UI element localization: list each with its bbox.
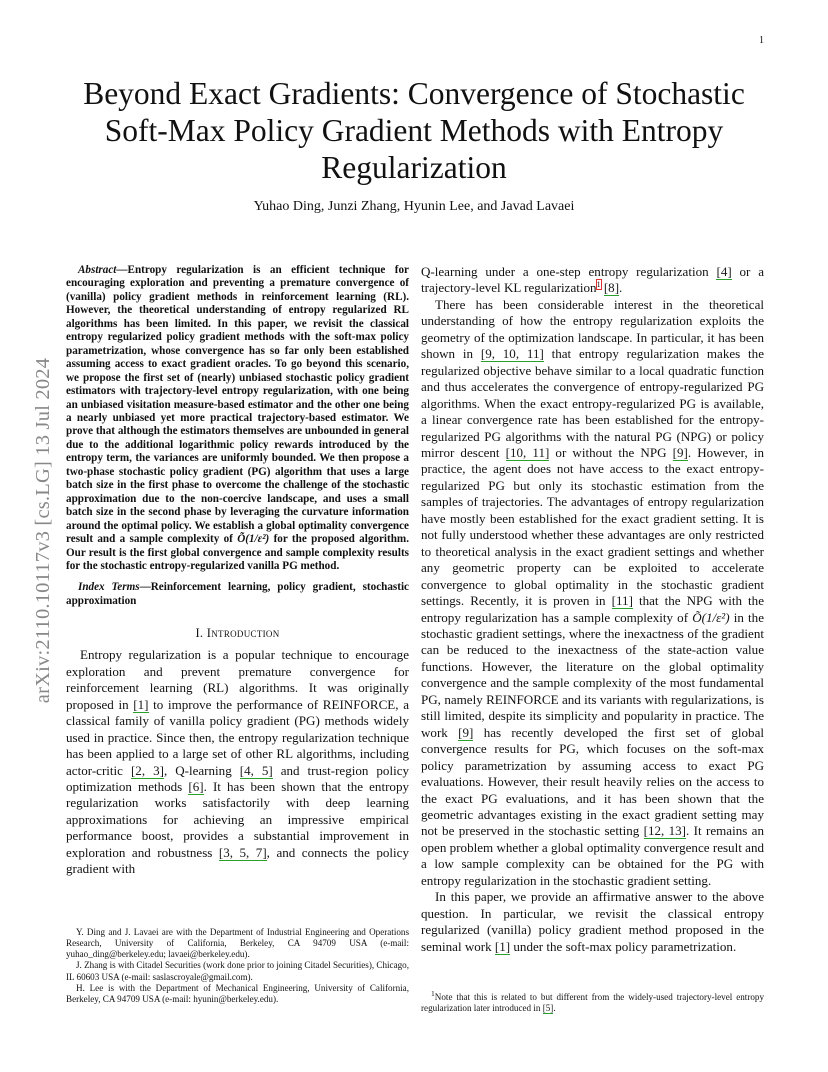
body-paragraph: [66, 647, 409, 877]
footnote: Y. Ding and J. Lavaei are with the Department of Industrial Engineering and Operations Research, University of California, Berkeley, CA 94709 USA (e-mail: yuhao_ding@berkeley.edu; lavaei@berkeley.edu).: [66, 927, 409, 960]
section-heading: I. Introduction: [195, 626, 280, 641]
affiliation-footnotes: [66, 927, 409, 1005]
body-paragraph: [421, 264, 764, 297]
footnote-ref-link[interactable]: 1: [596, 280, 601, 290]
citation-link[interactable]: [3, 5, 7]: [218, 844, 267, 860]
text-run: In this paper, we provide an affirmative answer to the above question. In particular, we revisit the classical entropy regularized (vanilla) policy gradient method proposed in the seminal work: [421, 889, 764, 954]
author-list: Yuhao Ding, Junzi Zhang, Hyunin Lee, and Javad Lavaei: [253, 199, 575, 214]
left-column: [66, 264, 409, 878]
index-terms-text: —Reinforcement learning, policy gradient, stochastic approximation: [66, 581, 409, 607]
text-run: .: [619, 280, 623, 296]
text-run: that the NPG with the entropy regularization has a sample complexity of: [421, 593, 764, 625]
citation-link[interactable]: [8]: [603, 280, 620, 296]
body-paragraph: [421, 889, 764, 955]
citation-link[interactable]: [11]: [611, 593, 633, 609]
citation-link[interactable]: [1]: [133, 696, 149, 712]
citation-link[interactable]: [5]: [542, 1003, 554, 1014]
text-run: Q-learning under a one-step entropy regularization: [421, 264, 717, 279]
body-paragraph: [421, 297, 764, 889]
math-expression: Õ(1/ε²): [692, 609, 730, 625]
title-line: Soft-Max Policy Gradient Methods with Entropy: [104, 113, 724, 148]
citation-link[interactable]: [4, 5]: [239, 762, 273, 778]
text-run: . It remains an open problem whether a global optimality convergence result and a low sample complexity can be obtained for the PG with entropy regularization in the stochastic gradient setting.: [421, 823, 764, 888]
abstract-text: —Entropy regularization is an efficient technique for encouraging exploration and preventing a premature convergence of (vanilla) policy gradient methods in reinforcement learning (RL). However, the theoretical understanding of entropy regularized RL algorithms has been limited. In this paper, we revisit the classical entropy regularized policy gradient methods with the soft-max policy parametrization, whose convergence has so far only been established assuming access to exact gradient oracles. To go beyond this scenario, we propose the first set of (nearly) unbiased stochastic policy gradient estimators with trajectory-level entropy regularization, with one being an unbiased visitation measure-based estimator and the other one being a nearly unbiased yet more practical trajectory-based estimator. We prove that although the estimators themselves are unbounded in general due to the additional logarithmic policy rewards introduced by the entropy term, the variances are uniformly bounded. We then propose a two-phase stochastic policy gradient (PG) algorithm that uses a large batch size in the first phase to overcome the challenge of the stochastic approximation due to the non-coercive landscape, and uses a small batch size in the second phase by leveraging the curvature information around the optimal policy. We establish a global optimality convergence result and a sample complexity of: [66, 264, 409, 546]
abstract: [66, 264, 409, 573]
text-run: and trust-region policy optimization methods: [66, 762, 410, 794]
footnote: H. Lee is with the Department of Mechanical Engineering, University of California, Berkeley, CA 94709 USA (e-mail: hyunin@berkeley.edu).: [66, 982, 409, 1004]
footnote-rule: [421, 974, 551, 975]
text-run: Entropy regularization is a popular technique to encourage exploration and prevent premature convergence for reinforcement learning (RL) algorithms. It was originally proposed in: [66, 647, 409, 712]
paper-title: [40, 75, 788, 186]
text-run: , Q-learning: [163, 762, 240, 778]
abstract-text: for the proposed algorithm. Our result is the first global convergence and sample complexity results for the stochastic entropy-regularized vanilla PG method.: [66, 533, 409, 572]
title-line: Beyond Exact Gradients: Convergence of Stochastic: [83, 76, 745, 111]
title-line: Regularization: [321, 150, 507, 185]
citation-link[interactable]: [6]: [188, 778, 204, 794]
text-run: has recently developed the first set of global convergence results for PG, which focuses on the soft-max policy parametrization by assuming access to exact PG evaluations. However, their result heavily relies on the access to the exact PG evaluations, and it has been shown that the geometric advantages existing in the exact gradient setting may not be preserved in the stochastic setting: [421, 724, 764, 839]
arxiv-id: arXiv:2110.10117v3 [cs.LG] 13 Jul 2024: [32, 357, 55, 703]
index-terms: [66, 581, 409, 608]
citation-link[interactable]: [9]: [672, 444, 688, 460]
abstract-label: Abstract: [78, 264, 117, 276]
right-column: [421, 264, 764, 955]
arxiv-watermark: [24, 295, 64, 765]
text-run: There has been considerable interest in the theoretical understanding of how the entropy regularization exploits the geometry of the optimization landscape. In particular, it has been shown in: [421, 296, 764, 362]
text-run: . However, in practice, the agent does not have access to the exact entropy-regularized PG but only its stochastic estimation from the samples of trajectories. The advantages of entropy regularization have mostly been established for the exact gradient setting. It is not fully understood whether these advantages are only restricted to theoretical analysis in the exact gradient settings and whether any geometric property can be exploited to accelerate convergence to global optimality in the stochastic gradient settings. Recently, it is proven in: [421, 444, 764, 609]
citation-link[interactable]: [4]: [716, 264, 732, 279]
index-terms-label: Index Terms: [78, 581, 140, 594]
footnote-1: [421, 988, 764, 1014]
text-run: or without the NPG: [549, 444, 673, 460]
complexity-expression: Õ(1/ε²): [237, 533, 270, 546]
footnote-text-part: Note that this is related to but different from the widely-used trajectory-level entropy regularization later introduced in: [421, 992, 764, 1014]
citation-link[interactable]: [9, 10, 11]: [480, 346, 544, 362]
citation-link[interactable]: [10, 11]: [505, 444, 550, 460]
footnote-marker: 1: [431, 989, 435, 998]
footnote-text-part: .: [553, 1003, 556, 1014]
citation-link[interactable]: [9]: [458, 724, 474, 740]
text-run: that entropy regularization makes the regularized objective behave similar to a local quadratic function and thus accelerates the convergence of entropy-regularized PG algorithms. When the exact entropy-regularized PG is available, a linear convergence rate has been established for the entropy-regularized PG algorithms with the natural PG (NPG) or policy mirror descent: [421, 346, 764, 460]
footnote: J. Zhang is with Citadel Securities (work done prior to joining Citadel Securities), Chicago, IL 60603 USA (e-mail: saslascroyale@gmail.com).: [66, 960, 409, 982]
citation-link[interactable]: [12, 13]: [643, 823, 687, 839]
text-run: to improve the performance of REINFORCE, a classical family of vanilla policy gradient (PG) methods widely used in practice. Since then, the entropy regularization technique has been applied to a large set of other RL algorithms, including actor-critic: [66, 696, 409, 778]
citation-link[interactable]: [2, 3]: [130, 762, 164, 778]
text-run: under the soft-max policy parametrization.: [510, 938, 737, 954]
page-number: 1: [759, 35, 764, 46]
text-run: , and connects the policy gradient with: [66, 844, 409, 877]
text-run: in the stochastic gradient settings, where the inexactness of the gradient can be reduced to the inexactness of the state-action value functions. However, the literature on the global optimality convergence and the sample complexity of the most fundamental PG, namely REINFORCE and its variants with regularizations, is still limited, despite its simplicity and popularity in practice. The work: [421, 609, 764, 740]
citation-link[interactable]: [1]: [494, 938, 511, 954]
text-run: or a trajectory-level KL regularization: [421, 264, 764, 296]
footnote-text: [421, 988, 764, 1014]
text-run: . It has been shown that the entropy regularization works satisfactorily with deep learning approximations for achieving an impressive empirical performance boost, provides a substantial improvement in exploration and robustness: [66, 778, 409, 860]
